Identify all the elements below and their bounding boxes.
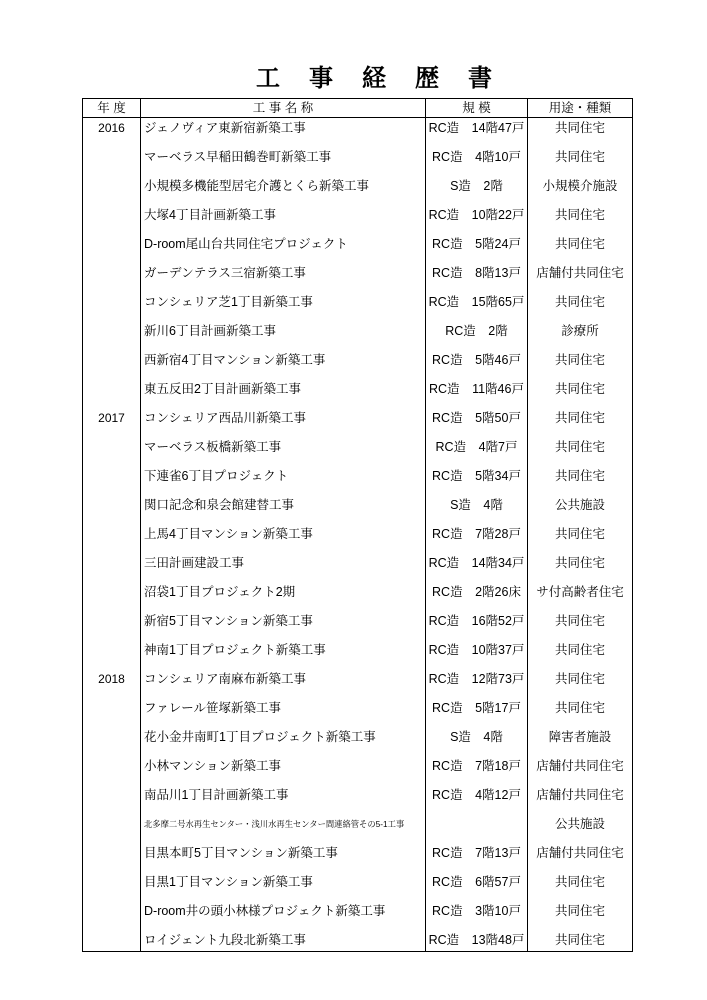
scale-cell: RC造 5階24戸 (426, 234, 528, 263)
table-row (83, 611, 633, 640)
project-name-cell: 小林マンション新築工事 (141, 756, 426, 785)
table-row (83, 118, 633, 148)
table-row (83, 930, 633, 952)
project-name-cell: 新宿5丁目マンション新築工事 (141, 611, 426, 640)
project-name-cell: D-room尾山台共同住宅プロジェクト (141, 234, 426, 263)
scale-cell: RC造 7階28戸 (426, 524, 528, 553)
scale-cell: RC造 6階57戸 (426, 872, 528, 901)
project-name-cell: ガーデンテラス三宿新築工事 (141, 263, 426, 292)
project-name-cell: コンシェリア芝1丁目新築工事 (141, 292, 426, 321)
table-body (83, 118, 633, 952)
scale-cell: RC造 7階18戸 (426, 756, 528, 785)
scale-cell: RC造 14階47戸 (426, 118, 528, 148)
use-cell: 共同住宅 (528, 118, 633, 148)
project-name-cell: コンシェリア西品川新築工事 (141, 408, 426, 437)
scale-cell: RC造 7階13戸 (426, 843, 528, 872)
use-cell: 診療所 (528, 321, 633, 350)
scale-cell: RC造 13階48戸 (426, 930, 528, 952)
use-cell: 共同住宅 (528, 350, 633, 379)
project-name-cell: 上馬4丁目マンション新築工事 (141, 524, 426, 553)
project-name-cell: 小規模多機能型居宅介護とくら新築工事 (141, 176, 426, 205)
use-cell: 共同住宅 (528, 698, 633, 727)
use-cell: 障害者施設 (528, 727, 633, 756)
year-cell (83, 437, 141, 466)
use-cell: 小規模介施設 (528, 176, 633, 205)
scale-cell: RC造 11階46戸 (426, 379, 528, 408)
scale-cell: S造 4階 (426, 727, 528, 756)
use-cell: 共同住宅 (528, 466, 633, 495)
year-cell (83, 611, 141, 640)
use-cell: 共同住宅 (528, 669, 633, 698)
use-cell: 共同住宅 (528, 524, 633, 553)
year-cell (83, 727, 141, 756)
year-cell (83, 843, 141, 872)
year-cell (83, 640, 141, 669)
scale-cell: RC造 5階17戸 (426, 698, 528, 727)
project-name-cell: D-room井の頭小林様プロジェクト新築工事 (141, 901, 426, 930)
table-row (83, 901, 633, 930)
scale-cell: S造 4階 (426, 495, 528, 524)
table-row (83, 582, 633, 611)
year-cell (83, 785, 141, 814)
project-name-cell: 下連雀6丁目プロジェクト (141, 466, 426, 495)
project-name-cell: 目黒1丁目マンション新築工事 (141, 872, 426, 901)
year-cell (83, 930, 141, 952)
year-cell (83, 756, 141, 785)
project-name-cell: ジェノヴィア東新宿新築工事 (141, 118, 426, 148)
project-name-cell: 西新宿4丁目マンション新築工事 (141, 350, 426, 379)
table-row (83, 756, 633, 785)
use-cell: 共同住宅 (528, 379, 633, 408)
table-row (83, 872, 633, 901)
header-project-name: 工 事 名 称 (141, 99, 426, 118)
year-cell (83, 495, 141, 524)
year-cell (83, 205, 141, 234)
header-scale: 規 模 (426, 99, 528, 118)
header-year: 年 度 (83, 99, 141, 118)
use-cell: サ付高齢者住宅 (528, 582, 633, 611)
year-cell (83, 901, 141, 930)
use-cell: 共同住宅 (528, 901, 633, 930)
table-row (83, 553, 633, 582)
use-cell: 共同住宅 (528, 640, 633, 669)
table-row (83, 698, 633, 727)
project-name-cell: 大塚4丁目計画新築工事 (141, 205, 426, 234)
year-cell (83, 698, 141, 727)
scale-cell: RC造 8階13戸 (426, 263, 528, 292)
project-name-cell: ロイジェント九段北新築工事 (141, 930, 426, 952)
year-cell: 2018 (83, 669, 141, 698)
table-row (83, 640, 633, 669)
use-cell: 共同住宅 (528, 872, 633, 901)
project-name-cell: 沼袋1丁目プロジェクト2期 (141, 582, 426, 611)
year-cell: 2016 (83, 118, 141, 148)
year-cell (83, 321, 141, 350)
use-cell: 共同住宅 (528, 611, 633, 640)
project-name-cell: マーベラス板橋新築工事 (141, 437, 426, 466)
project-name-cell: マーベラス早稲田鶴巻町新築工事 (141, 147, 426, 176)
document-title: 工 事 経 歴 書 (256, 65, 495, 92)
table-row (83, 495, 633, 524)
table-row (83, 524, 633, 553)
scale-cell: S造 2階 (426, 176, 528, 205)
scale-cell: RC造 5階46戸 (426, 350, 528, 379)
table-row (83, 147, 633, 176)
use-cell: 共同住宅 (528, 292, 633, 321)
table-row (83, 321, 633, 350)
scale-cell: RC造 12階73戸 (426, 669, 528, 698)
table-row (83, 234, 633, 263)
use-cell: 店舗付共同住宅 (528, 756, 633, 785)
year-cell (83, 350, 141, 379)
year-cell (83, 466, 141, 495)
header-use: 用途・種類 (528, 99, 633, 118)
table-row (83, 176, 633, 205)
use-cell: 店舗付共同住宅 (528, 843, 633, 872)
year-cell (83, 553, 141, 582)
use-cell: 公共施設 (528, 814, 633, 843)
use-cell: 共同住宅 (528, 147, 633, 176)
year-cell (83, 176, 141, 205)
table-row (83, 669, 633, 698)
scale-cell (426, 814, 528, 843)
year-cell: 2017 (83, 408, 141, 437)
scale-cell: RC造 15階65戸 (426, 292, 528, 321)
year-cell (83, 524, 141, 553)
project-name-cell: 新川6丁目計画新築工事 (141, 321, 426, 350)
year-cell (83, 582, 141, 611)
project-name-cell: 関口記念和泉会館建替工事 (141, 495, 426, 524)
use-cell: 共同住宅 (528, 205, 633, 234)
table-row (83, 379, 633, 408)
project-name-cell: 南品川1丁目計画新築工事 (141, 785, 426, 814)
table-row (83, 437, 633, 466)
scale-cell: RC造 2階26床 (426, 582, 528, 611)
project-name-cell: 三田計画建設工事 (141, 553, 426, 582)
use-cell: 店舗付共同住宅 (528, 785, 633, 814)
project-name-cell: ファレール笹塚新築工事 (141, 698, 426, 727)
project-name-cell: 花小金井南町1丁目プロジェクト新築工事 (141, 727, 426, 756)
table-row (83, 814, 633, 843)
scale-cell: RC造 4階12戸 (426, 785, 528, 814)
construction-history-table (82, 98, 633, 952)
scale-cell: RC造 4階10戸 (426, 147, 528, 176)
scale-cell: RC造 14階34戸 (426, 553, 528, 582)
project-name-cell: 目黒本町5丁目マンション新築工事 (141, 843, 426, 872)
table-row (83, 843, 633, 872)
scale-cell: RC造 10階22戸 (426, 205, 528, 234)
year-cell (83, 147, 141, 176)
table-row (83, 466, 633, 495)
scale-cell: RC造 5階34戸 (426, 466, 528, 495)
use-cell: 共同住宅 (528, 930, 633, 952)
table-row (83, 408, 633, 437)
year-cell (83, 292, 141, 321)
use-cell: 共同住宅 (528, 234, 633, 263)
scale-cell: RC造 5階50戸 (426, 408, 528, 437)
scale-cell: RC造 2階 (426, 321, 528, 350)
project-name-cell: 東五反田2丁目計画新築工事 (141, 379, 426, 408)
scale-cell: RC造 16階52戸 (426, 611, 528, 640)
year-cell (83, 263, 141, 292)
scale-cell: RC造 4階7戸 (426, 437, 528, 466)
project-name-cell: 北多摩二号水再生センター・浅川水再生センター間連絡管その5-1工事 (141, 814, 426, 843)
use-cell: 公共施設 (528, 495, 633, 524)
scale-cell: RC造 10階37戸 (426, 640, 528, 669)
table-row (83, 263, 633, 292)
table-row (83, 785, 633, 814)
table-row (83, 205, 633, 234)
table-row (83, 292, 633, 321)
use-cell: 共同住宅 (528, 437, 633, 466)
year-cell (83, 814, 141, 843)
project-name-cell: コンシェリア南麻布新築工事 (141, 669, 426, 698)
table-row (83, 350, 633, 379)
project-name-cell: 神南1丁目プロジェクト新築工事 (141, 640, 426, 669)
table-row (83, 727, 633, 756)
scale-cell: RC造 3階10戸 (426, 901, 528, 930)
use-cell: 店舗付共同住宅 (528, 263, 633, 292)
year-cell (83, 872, 141, 901)
use-cell: 共同住宅 (528, 553, 633, 582)
header-row (83, 99, 633, 118)
use-cell: 共同住宅 (528, 408, 633, 437)
year-cell (83, 234, 141, 263)
year-cell (83, 379, 141, 408)
